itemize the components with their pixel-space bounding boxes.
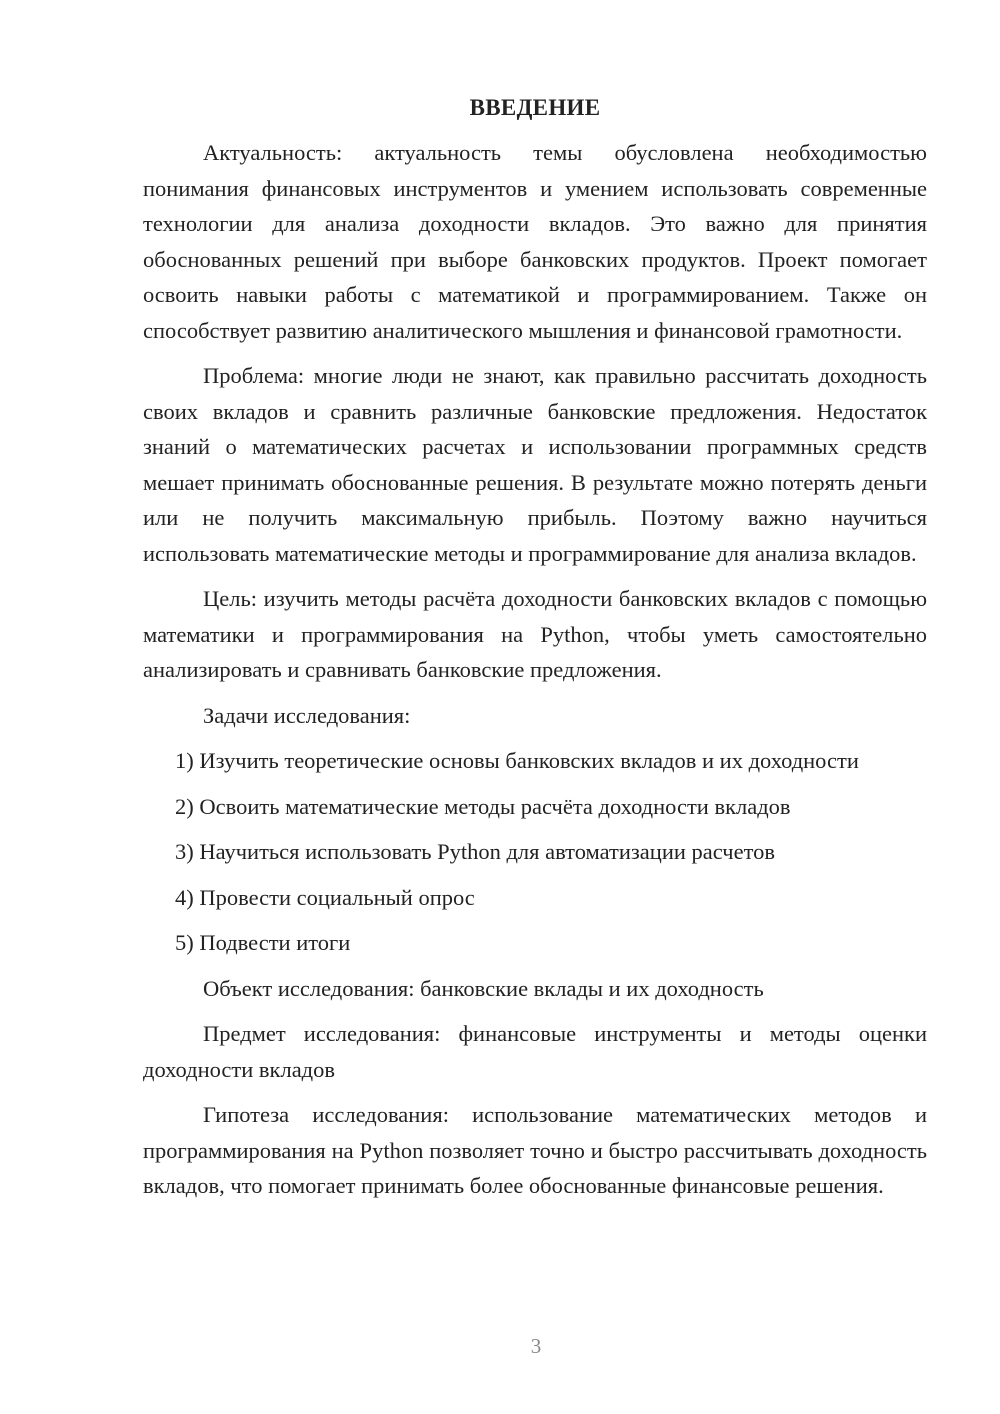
task-item-1: 1) Изучить теоретические основы банковских вкладов и их доходности xyxy=(175,748,859,773)
page-title: ВВЕДЕНИЕ xyxy=(469,95,601,120)
task-item-4: 4) Провести социальный опрос xyxy=(175,884,475,910)
tasks-list xyxy=(143,743,927,961)
relevance-paragraph: Актуальность: актуальность темы обусловлена необходимостью понимания финансовых инструментов и умением использовать современные технологии для анализа доходности вкладов. Это важно для принятия обоснованных решений при выборе банковских продуктов. Проект помогает освоить навыки работы с математикой и программированием. Также он способствует развитию аналитического мышления и финансовой грамотности. xyxy=(143,140,927,343)
hypothesis-paragraph: Гипотеза исследования: использование математических методов и программирования на Python позволяет точно и быстро рассчитывать доходность вкладов, что помогает принимать более обоснованные финансовые решения. xyxy=(143,1102,927,1198)
task-item-3: 3) Научиться использовать Python для автоматизации расчетов xyxy=(175,839,776,864)
document-page xyxy=(143,90,927,1214)
task-item-5: 5) Подвести итоги xyxy=(175,930,351,955)
problem-paragraph: Проблема: многие люди не знают, как правильно рассчитать доходность своих вкладов и сравнить различные банковские предложения. Недостаток знаний о математических расчетах и использовании программных средств мешает принимать обоснованные решения. В результате можно потерять деньги или не получить максимальную прибыль. Поэтому важно научиться использовать математические методы и программирование для анализа вкладов. xyxy=(143,363,927,566)
page-number: 3 xyxy=(530,1334,542,1358)
tasks-heading: Задачи исследования: xyxy=(203,702,411,728)
goal-paragraph: Цель: изучить методы расчёта доходности банковских вкладов с помощью математики и программирования на Python, чтобы уметь самостоятельно анализировать и сравнивать банковские предложения. xyxy=(143,586,927,682)
task-item-2: 2) Освоить математические методы расчёта доходности вкладов xyxy=(175,793,791,819)
object-paragraph: Объект исследования: банковские вклады и их доходность xyxy=(203,975,764,1001)
subject-paragraph: Предмет исследования: финансовые инструменты и методы оценки доходности вкладов xyxy=(143,1021,927,1082)
